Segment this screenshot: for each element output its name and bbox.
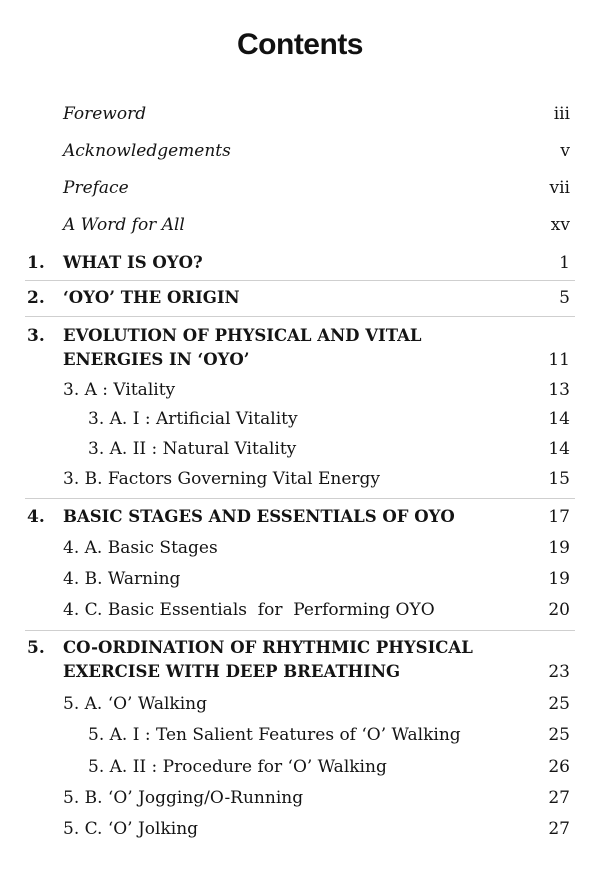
divider	[25, 498, 575, 499]
section-label: 5. A. II : Procedure for ‘O’ Walking	[88, 757, 387, 777]
toc-chapter-2[interactable]	[0, 288, 600, 314]
toc-chapter-3-continued[interactable]	[0, 350, 600, 376]
chapter-title-line-2: ENERGIES IN ‘OYO’	[63, 350, 250, 369]
chapter-title: BASIC STAGES AND ESSENTIALS OF OYO	[63, 507, 455, 526]
section-label: 3. A. II : Natural Vitality	[88, 439, 297, 459]
section-page: 19	[548, 569, 570, 589]
chapter-title: ‘OYO’ THE ORIGIN	[63, 288, 240, 307]
section-label: 3. B. Factors Governing Vital Energy	[63, 469, 381, 489]
toc-entry-label: Acknowledgements	[63, 141, 231, 161]
section-label: 5. C. ‘O’ Jolking	[63, 819, 199, 839]
toc-section-4a[interactable]	[0, 538, 600, 564]
divider	[25, 280, 575, 281]
section-label: 4. B. Warning	[63, 569, 181, 589]
chapter-title-line-1: EVOLUTION OF PHYSICAL AND VITAL	[63, 326, 422, 345]
toc-entry-foreword[interactable]	[0, 104, 600, 130]
toc-section-3a[interactable]	[0, 380, 600, 406]
section-page: 25	[548, 694, 570, 714]
toc-entry-label: Preface	[63, 178, 129, 198]
chapter-page: 11	[548, 350, 570, 370]
chapter-page: 1	[559, 253, 570, 273]
toc-section-4c[interactable]	[0, 600, 600, 626]
section-page: 27	[548, 819, 570, 839]
section-label: 3. A : Vitality	[63, 380, 176, 400]
toc-chapter-5-continued[interactable]	[0, 662, 600, 688]
toc-section-4b[interactable]	[0, 569, 600, 595]
divider	[25, 316, 575, 317]
chapter-title-line-2: EXERCISE WITH DEEP BREATHING	[63, 662, 401, 681]
toc-entry-page: xv	[550, 215, 570, 235]
toc-section-5a1[interactable]	[0, 725, 600, 751]
chapter-number: 5.	[27, 638, 45, 658]
chapter-page: 23	[548, 662, 570, 682]
section-label: 5. B. ‘O’ Jogging/O-Running	[63, 788, 304, 808]
toc-entry-page: v	[560, 141, 570, 161]
section-page: 26	[548, 757, 570, 777]
toc-entry-page: iii	[553, 104, 570, 124]
toc-section-3b[interactable]	[0, 469, 600, 495]
toc-entry-label: A Word for All	[63, 215, 185, 235]
chapter-title: WHAT IS OYO?	[63, 253, 203, 272]
toc-section-3a2[interactable]	[0, 439, 600, 465]
toc-section-5a[interactable]	[0, 694, 600, 720]
chapter-page: 5	[559, 288, 570, 308]
toc-chapter-4[interactable]	[0, 507, 600, 533]
chapter-number: 4.	[27, 507, 45, 527]
toc-entry-acknowledgements[interactable]	[0, 141, 600, 167]
chapter-page: 17	[548, 507, 570, 527]
section-label: 3. A. I : Artificial Vitality	[88, 409, 298, 429]
section-label: 4. A. Basic Stages	[63, 538, 218, 558]
section-page: 27	[548, 788, 570, 808]
section-label: 4. C. Basic Essentials for Performing OYO	[63, 600, 435, 620]
section-page: 25	[548, 725, 570, 745]
chapter-number: 3.	[27, 326, 45, 346]
page-title: Contents	[237, 28, 363, 61]
section-page: 19	[548, 538, 570, 558]
toc-chapter-5[interactable]	[0, 638, 600, 664]
section-page: 20	[548, 600, 570, 620]
toc-chapter-3[interactable]	[0, 326, 600, 352]
toc-entry-a-word-for-all[interactable]	[0, 215, 600, 241]
section-page: 14	[548, 409, 570, 429]
toc-section-3a1[interactable]	[0, 409, 600, 435]
toc-section-5b[interactable]	[0, 788, 600, 814]
section-label: 5. A. ‘O’ Walking	[63, 694, 207, 714]
section-label: 5. A. I : Ten Salient Features of ‘O’ Walking	[88, 725, 461, 745]
toc-chapter-1[interactable]	[0, 253, 600, 279]
toc-entry-preface[interactable]	[0, 178, 600, 204]
section-page: 15	[548, 469, 570, 489]
divider	[25, 630, 575, 631]
chapter-title-line-1: CO-ORDINATION OF RHYTHMIC PHYSICAL	[63, 638, 473, 657]
toc-section-5a2[interactable]	[0, 757, 600, 783]
section-page: 14	[548, 439, 570, 459]
toc-entry-label: Foreword	[63, 104, 147, 124]
section-page: 13	[548, 380, 570, 400]
toc-section-5c[interactable]	[0, 819, 600, 845]
toc-entry-page: vii	[549, 178, 570, 198]
chapter-number: 2.	[27, 288, 45, 308]
chapter-number: 1.	[27, 253, 45, 273]
